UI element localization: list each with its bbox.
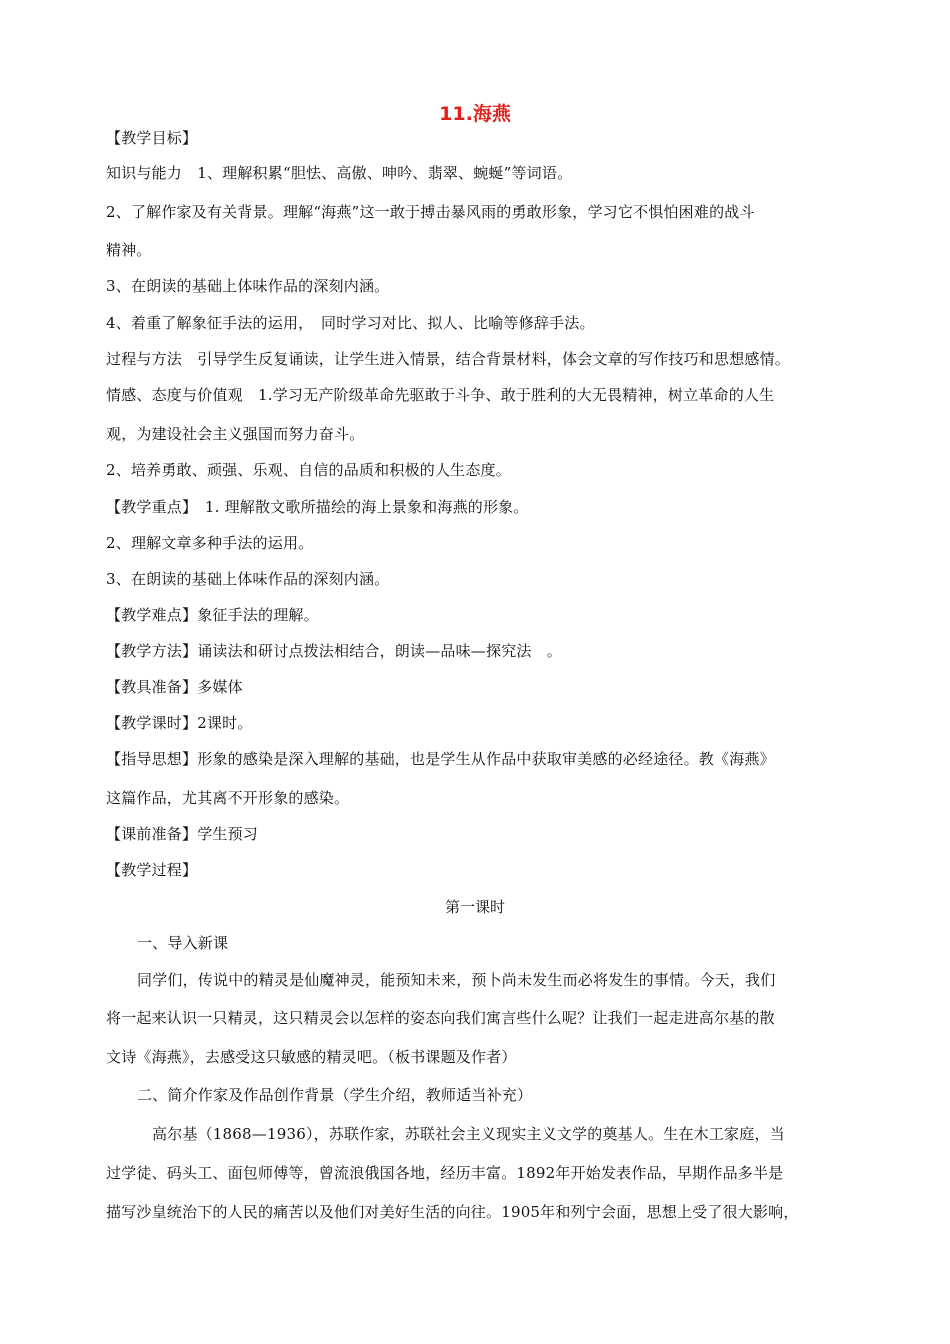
teaching-difficulty: 【教学难点】象征手法的理解。: [106, 606, 319, 624]
document-title: 11.海燕: [439, 103, 511, 125]
guiding-thought: 【指导思想】形象的感染是深入理解的基础，也是学生从作品中获取审美感的必经途径。教《海燕》: [106, 750, 775, 768]
guiding-thought-cont: 这篇作品，尤其离不开形象的感染。: [106, 789, 350, 807]
teaching-focus: 【教学重点】 1. 理解散文歌所描绘的海上景象和海燕的形象。: [106, 498, 529, 516]
teaching-aids: 【教具准备】多媒体: [106, 678, 243, 696]
teaching-hours: 【教学课时】2课时。: [106, 714, 253, 732]
goal-item-3: 3、在朗读的基础上体味作品的深刻内涵。: [106, 277, 390, 295]
part2-paragraph-line-3: 描写沙皇统治下的人民的痛苦以及他们对美好生活的向往。1905年和列宁会面，思想上受了很大影响，: [106, 1203, 799, 1221]
part2-paragraph-line-2: 过学徒、码头工、面包师傅等，曾流浪俄国各地，经历丰富。1892年开始发表作品，早期作品多半是: [106, 1164, 784, 1182]
goal-item-2: 2、了解作家及有关背景。理解“海燕”这一敢于搏击暴风雨的勇敢形象，学习它不惧怕困难的战斗: [106, 203, 755, 221]
part1-paragraph-line-3: 文诗《海燕》，去感受这只敏感的精灵吧。（板书课题及作者）: [106, 1048, 517, 1066]
goal-process-method: 过程与方法 引导学生反复诵读，让学生进入情景，结合背景材料，体会文章的写作技巧和思想感情。: [106, 350, 791, 368]
goal-knowledge-ability: 知识与能力 1、理解积累“胆怯、高傲、呻吟、翡翠、蜿蜒”等词语。: [106, 164, 573, 182]
part1-paragraph-line-1: 同学们，传说中的精灵是仙魔神灵，能预知未来，预卜尚未发生而必将发生的事情。今天，我们: [137, 971, 776, 989]
part2-paragraph-line-1: 高尔基（1868—1936），苏联作家，苏联社会主义现实主义文学的奠基人。生在木工家庭，当: [152, 1125, 785, 1143]
goal-emotion-values: 情感、态度与价值观 1.学习无产阶级革命先驱敢于斗争、敢于胜利的大无畏精神，树立革命的人生: [106, 386, 775, 404]
teaching-focus-3: 3、在朗读的基础上体味作品的深刻内涵。: [106, 570, 390, 588]
goal-emotion-item-2: 2、培养勇敢、顽强、乐观、自信的品质和积极的人生态度。: [106, 461, 511, 479]
heading-teaching-goals: 【教学目标】: [106, 129, 198, 147]
teaching-method: 【教学方法】诵读法和研讨点拨法相结合，朗读—品味—探究法 。: [106, 642, 563, 660]
goal-item-2-cont: 精神。: [106, 241, 152, 259]
goal-emotion-values-cont: 观，为建设社会主义强国而努力奋斗。: [106, 425, 365, 443]
goal-item-4: 4、着重了解象征手法的运用， 同时学习对比、拟人、比喻等修辞手法。: [106, 314, 595, 332]
teaching-focus-2: 2、理解文章多种手法的运用。: [106, 534, 314, 552]
teaching-process-heading: 【教学过程】: [106, 861, 198, 879]
pre-class-preparation: 【课前准备】学生预习: [106, 825, 259, 843]
part1-heading: 一、导入新课: [137, 934, 229, 952]
part2-heading: 二、简介作家及作品创作背景（学生介绍，教师适当补充）: [137, 1086, 533, 1104]
section-heading: 第一课时: [444, 898, 505, 916]
part1-paragraph-line-2: 将一起来认识一只精灵，这只精灵会以怎样的姿态向我们寓言些什么呢？让我们一起走进高尔基的散: [106, 1009, 775, 1027]
